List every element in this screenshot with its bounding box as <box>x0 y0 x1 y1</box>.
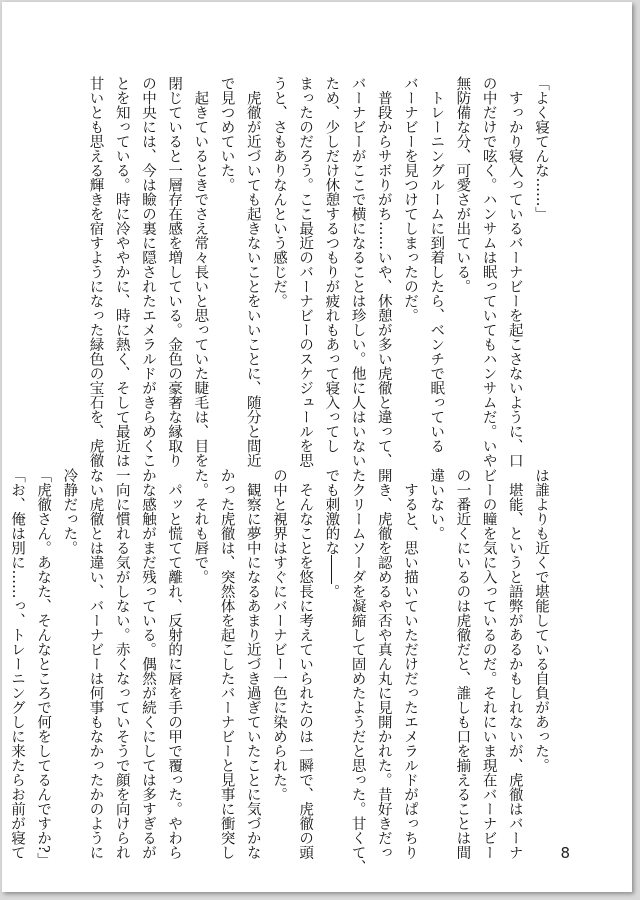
text-line: とを知っている。時に冷ややかに、時に熱く、そして最近は <box>113 76 130 468</box>
text-line: 「虎徹さん。あなた、そんなところで何をしてるんですか?」 <box>35 468 52 868</box>
text-line: は誰よりも近くで堪能している自負があった。 <box>533 468 549 773</box>
text-line: 開き、虎徹を認めるや否や真ん丸に見開かれた。昔好きだっ <box>375 468 392 860</box>
text-line: 「お、俺は別に……っ、トレーニングしに来たらお前が寝て <box>8 468 25 860</box>
text-line: すっかり寝入っているバーナビーを起こさないように、口 <box>506 76 523 468</box>
text-line: かな感触がまだ残っている。偶然が続くにしては多すぎるが <box>139 468 156 860</box>
text-line: 観察に夢中になるあまり近づき過ぎていたことに気づかな <box>244 468 261 860</box>
text-line: 一向に慣れる気がしない。赤くなっていそうで顔を向けられ <box>113 468 130 860</box>
text-line: うと、さもありなんという感じだ。 <box>270 76 287 308</box>
text-line: トレーニングルームに到着したら、ベンチで眠っている <box>428 76 445 453</box>
book-page <box>2 2 632 892</box>
text-line: の中だけで呟く。ハンサムは眠っていてもハンサムだ。いや <box>480 76 497 468</box>
text-line: まったのだろう。ここ最近のバーナビーのスケジュールを思 <box>297 76 314 468</box>
text-line: た。それも唇で。 <box>192 468 209 584</box>
text-line: バーナビーがここで横になることは珍しい。他に人はいない <box>349 76 366 468</box>
text-line: 無防備な分、可愛さが出ている。 <box>454 76 471 294</box>
text-line: ない虎徹とは違い、バーナビーは何事もなかったかのように <box>87 468 104 860</box>
text-line: ため、少しだけ休憩するつもりが疲れもあって寝入ってし <box>323 76 340 453</box>
page-number: 8 <box>560 844 570 862</box>
text-line: そんなことを悠長に考えていられたのは一瞬で、虎徹の頭 <box>297 468 314 860</box>
text-line: 甘いとも思える輝きを宿すようになった緑色の宝石を、虎徹 <box>87 76 104 468</box>
text-line: 違いない。 <box>428 468 445 541</box>
text-line: で見つめていた。 <box>218 76 235 192</box>
text-line: の一番近くにいるのは虎徹だと、誰しも口を揃えることは間 <box>454 468 471 860</box>
text-line: 「よく寝てんな……」 <box>533 76 549 221</box>
text-line: たクリームソーダを凝縮して固めたようだと思った。甘くて、 <box>349 468 366 874</box>
text-line: でも刺激的な――。 <box>323 468 340 599</box>
text-line: 堪能、というと語弊があるかもしれないが、虎徹はバーナ <box>506 468 523 860</box>
text-line: 虎徹が近づいても起きないことをいいことに、随分と間近 <box>244 76 261 468</box>
text-line: の中と視界はすぐにバーナビー一色に染められた。 <box>270 468 287 802</box>
text-line: 起きているときでさえ常々長いと思っていた睫毛は、目を <box>192 76 209 468</box>
upper-text-block <box>87 76 554 468</box>
text-line: すると、思い描いていただけだったエメラルドがぱっちり <box>401 468 418 860</box>
text-line: の中央には、今は瞼の裏に隠されたエメラルドがきらめくこ <box>139 76 156 468</box>
text-line: パッと慌てて離れ、反射的に唇を手の甲で覆った。やわら <box>166 468 183 860</box>
text-line: バーナビーを見つけてしまったのだ。 <box>401 76 418 323</box>
text-line: 普段からサボりがち……いや、休憩が多い虎徹と違って、 <box>375 76 392 468</box>
text-line: ビーの瞳を気に入っているのだ。それにいま現在バーナビー <box>480 468 497 860</box>
text-line: かった虎徹は、突然体を起こしたバーナビーと見事に衝突し <box>218 468 235 860</box>
text-line: 閉じていると一層存在感を増している。金色の豪奢な縁取り <box>166 76 183 468</box>
text-line: 冷静だった。 <box>61 468 78 555</box>
lower-text-block <box>8 468 554 874</box>
